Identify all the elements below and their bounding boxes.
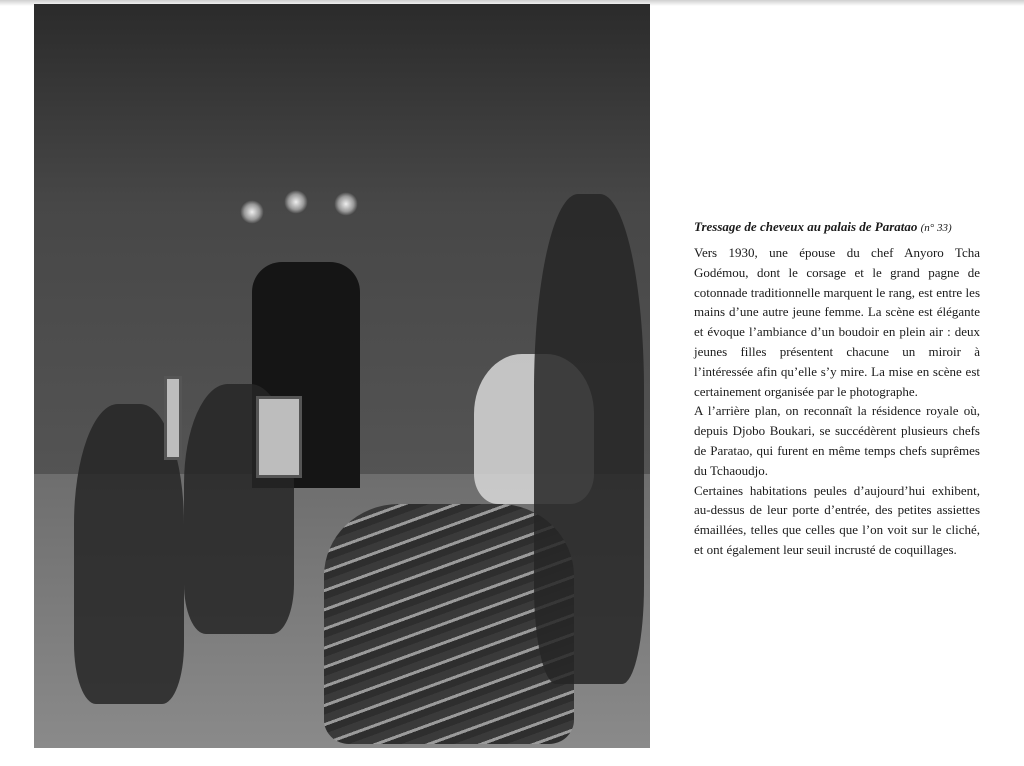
caption-ref: (n° 33) <box>920 222 952 234</box>
mirror-left <box>164 376 182 460</box>
photograph <box>34 4 650 748</box>
caption-body <box>694 243 980 560</box>
caption-paragraph-1: Vers 1930, une épouse du chef Anyoro Tcha Godémou, dont le corsage et le grand pagne de cotonnade traditionnelle marquent le rang, est entre les mains d’une autre jeune femme. La scène est élégante et évoque l’ambiance d’un boudoir en plein air : deux jeunes filles présentent chacune un miroir à l’intéressée afin qu’elle s’y mire. La mise en scène est certainement organisée par le photographe. <box>694 245 980 399</box>
caption-title <box>694 218 980 237</box>
caption-title-text: Tressage de cheveux au palais de Paratao <box>694 219 918 234</box>
mirror-right <box>256 396 302 478</box>
standing-woman <box>534 194 644 684</box>
photo-caption <box>694 218 980 560</box>
enamel-plate-3 <box>334 192 358 216</box>
enamel-plate-1 <box>240 200 264 224</box>
enamel-plate-2 <box>284 190 308 214</box>
caption-paragraph-2: A l’arrière plan, on reconnaît la résidence royale où, depuis Djobo Boukari, se succédèrent plusieurs chefs de Paratao, qui furent en même temps chefs suprêmes du Tchaoudjo. <box>694 403 980 478</box>
caption-paragraph-3: Certaines habitations peules d’aujourd’hui exhibent, au-dessus de leur porte d’entrée, des petites assiettes émaillées, telles que celles que l’on voit sur le cliché, et ont également leur seuil incrusté de coquillages. <box>694 482 980 557</box>
